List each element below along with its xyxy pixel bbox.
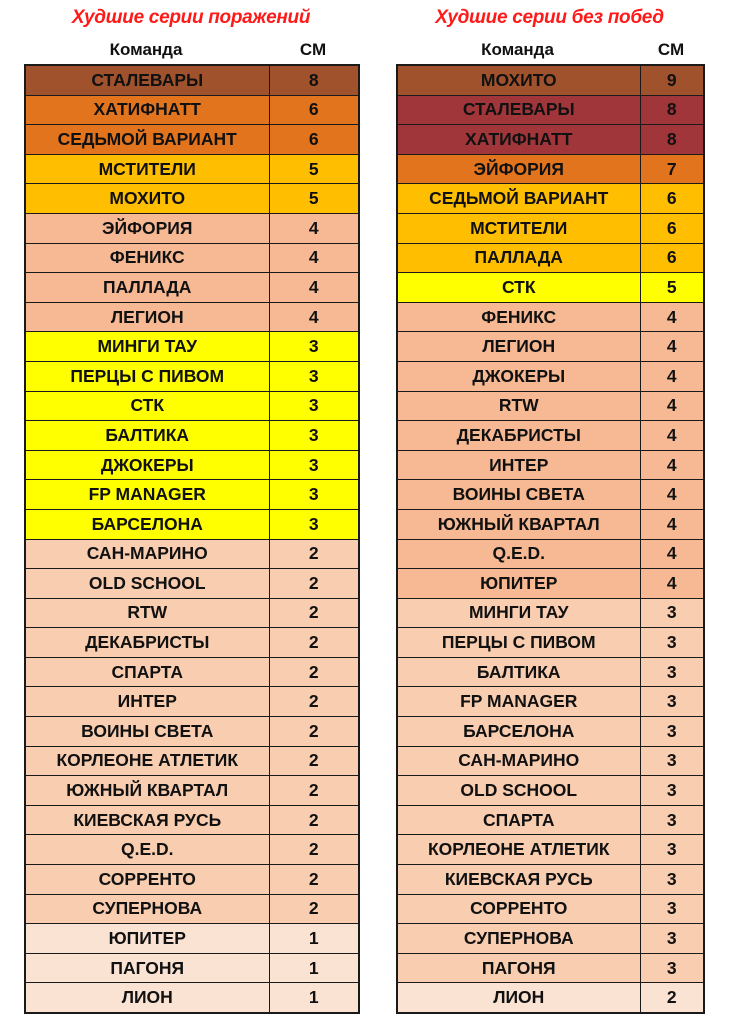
table-row (397, 361, 704, 391)
streak-value-cell: 6 (269, 95, 359, 125)
team-cell: СТАЛЕВАРЫ (397, 95, 640, 125)
table-row (25, 213, 359, 243)
table-row (25, 776, 359, 806)
team-cell: МОХИТО (397, 65, 640, 95)
table-row (25, 835, 359, 865)
table-row (397, 805, 704, 835)
streak-value-cell: 3 (269, 450, 359, 480)
streak-value-cell: 7 (640, 154, 704, 184)
streak-value-cell: 4 (640, 509, 704, 539)
team-cell: МИНГИ ТАУ (25, 332, 269, 362)
team-cell: ЭЙФОРИЯ (25, 213, 269, 243)
table-row (25, 95, 359, 125)
streak-value-cell: 1 (269, 953, 359, 983)
team-cell: БАРСЕЛОНА (25, 509, 269, 539)
team-cell: Q.E.D. (397, 539, 640, 569)
streak-value-cell: 3 (269, 361, 359, 391)
streak-value-cell: 3 (640, 805, 704, 835)
team-cell: ЭЙФОРИЯ (397, 154, 640, 184)
team-cell: МСТИТЕЛИ (25, 154, 269, 184)
table-row (397, 865, 704, 895)
streak-value-cell: 4 (269, 302, 359, 332)
streak-value-cell: 2 (269, 746, 359, 776)
table-row (25, 509, 359, 539)
streak-value-cell: 3 (640, 657, 704, 687)
table-row (397, 835, 704, 865)
table-row (25, 539, 359, 569)
streak-value-cell: 2 (269, 569, 359, 599)
team-cell: ХАТИФНАТТ (25, 95, 269, 125)
streak-value-cell: 3 (640, 953, 704, 983)
streak-value-cell: 3 (640, 865, 704, 895)
table-row (25, 628, 359, 658)
table-row (397, 65, 704, 95)
streak-value-cell: 2 (269, 865, 359, 895)
team-cell: RTW (397, 391, 640, 421)
loss-streaks-title: Худшие серии поражений (71, 7, 311, 28)
table-row (25, 480, 359, 510)
streak-value-cell: 6 (269, 125, 359, 155)
team-cell: OLD SCHOOL (397, 776, 640, 806)
table-row (25, 687, 359, 717)
team-cell: САН-МАРИНО (397, 746, 640, 776)
table-row (25, 598, 359, 628)
streak-value-cell: 4 (640, 569, 704, 599)
table-row (25, 243, 359, 273)
streak-value-cell: 3 (269, 332, 359, 362)
table-row (397, 657, 704, 687)
team-cell: МСТИТЕЛИ (397, 213, 640, 243)
streak-value-cell: 6 (640, 243, 704, 273)
streak-value-cell: 2 (269, 776, 359, 806)
table-row (397, 184, 704, 214)
team-cell: СЕДЬМОЙ ВАРИАНТ (397, 184, 640, 214)
team-cell: КИЕВСКАЯ РУСЬ (25, 805, 269, 835)
team-cell: ЛИОН (25, 983, 269, 1013)
streak-value-cell: 3 (269, 509, 359, 539)
table-row (25, 332, 359, 362)
team-cell: СОРРЕНТО (25, 865, 269, 895)
streak-value-cell: 3 (269, 480, 359, 510)
team-cell: ЛЕГИОН (25, 302, 269, 332)
team-cell: МИНГИ ТАУ (397, 598, 640, 628)
table-row (397, 421, 704, 451)
streak-value-cell: 3 (640, 776, 704, 806)
table-row (397, 450, 704, 480)
streak-value-cell: 6 (640, 213, 704, 243)
team-cell: ПЕРЦЫ С ПИВОМ (25, 361, 269, 391)
team-cell: СТАЛЕВАРЫ (25, 65, 269, 95)
winless-streaks-header (396, 36, 703, 64)
streak-value-cell: 1 (269, 924, 359, 954)
team-cell: СУПЕРНОВА (397, 924, 640, 954)
table-row (397, 598, 704, 628)
table-row (25, 184, 359, 214)
team-cell: БАЛТИКА (397, 657, 640, 687)
table-row (397, 125, 704, 155)
table-row (397, 746, 704, 776)
team-cell: FP MANAGER (25, 480, 269, 510)
table-row (25, 894, 359, 924)
team-cell: СОРРЕНТО (397, 894, 640, 924)
team-cell: ДЕКАБРИСТЫ (397, 421, 640, 451)
team-cell: БАРСЕЛОНА (397, 717, 640, 747)
winless-streaks-title: Худшие серии без побед (435, 7, 664, 28)
streak-value-cell: 2 (269, 835, 359, 865)
team-cell: МОХИТО (25, 184, 269, 214)
table-row (397, 243, 704, 273)
streak-value-cell: 3 (640, 717, 704, 747)
streak-value-cell: 4 (640, 450, 704, 480)
table-row (397, 894, 704, 924)
team-cell: ФЕНИКС (397, 302, 640, 332)
table-row (25, 391, 359, 421)
team-column-header: Команда (109, 40, 183, 59)
streak-value-cell: 4 (640, 332, 704, 362)
team-cell: КОРЛЕОНЕ АТЛЕТИК (25, 746, 269, 776)
team-cell: ПАЛЛАДА (25, 273, 269, 303)
table-row (25, 450, 359, 480)
streak-value-cell: 2 (640, 983, 704, 1013)
table-row (25, 302, 359, 332)
streak-value-cell: 4 (269, 273, 359, 303)
team-cell: ДЕКАБРИСТЫ (25, 628, 269, 658)
team-cell: Q.E.D. (25, 835, 269, 865)
streak-value-cell: 3 (640, 835, 704, 865)
team-cell: ЛЕГИОН (397, 332, 640, 362)
table-row (397, 628, 704, 658)
loss-streaks-header (24, 36, 358, 64)
streak-value-cell: 4 (269, 243, 359, 273)
streak-value-cell: 2 (269, 687, 359, 717)
streak-value-cell: 5 (640, 273, 704, 303)
team-cell: ПЕРЦЫ С ПИВОМ (397, 628, 640, 658)
streak-value-cell: 4 (640, 361, 704, 391)
value-column-header: СМ (299, 40, 327, 59)
team-column-header: Команда (481, 40, 554, 59)
team-cell: СЕДЬМОЙ ВАРИАНТ (25, 125, 269, 155)
streak-value-cell: 5 (269, 154, 359, 184)
team-cell: КОРЛЕОНЕ АТЛЕТИК (397, 835, 640, 865)
streak-value-cell: 3 (640, 894, 704, 924)
table-row (25, 746, 359, 776)
table-row (397, 154, 704, 184)
streak-value-cell: 4 (640, 421, 704, 451)
team-cell: ИНТЕР (397, 450, 640, 480)
team-cell: ХАТИФНАТТ (397, 125, 640, 155)
team-cell: КИЕВСКАЯ РУСЬ (397, 865, 640, 895)
table-row (25, 953, 359, 983)
team-cell: FP MANAGER (397, 687, 640, 717)
streak-value-cell: 6 (640, 184, 704, 214)
table-row (25, 657, 359, 687)
streak-value-cell: 3 (640, 598, 704, 628)
team-cell: ЮПИТЕР (25, 924, 269, 954)
streak-value-cell: 3 (269, 391, 359, 421)
team-cell: ИНТЕР (25, 687, 269, 717)
streak-value-cell: 8 (640, 95, 704, 125)
table-row (397, 717, 704, 747)
team-cell: ЮЖНЫЙ КВАРТАЛ (397, 509, 640, 539)
team-cell: СПАРТА (25, 657, 269, 687)
loss-streaks-panel (24, 0, 358, 1014)
table-row (25, 717, 359, 747)
streak-value-cell: 5 (269, 184, 359, 214)
table-row (397, 924, 704, 954)
team-cell: СТК (25, 391, 269, 421)
streak-value-cell: 2 (269, 628, 359, 658)
table-row (25, 865, 359, 895)
streak-value-cell: 2 (269, 805, 359, 835)
table-row (25, 65, 359, 95)
table-row (25, 983, 359, 1013)
team-cell: ПАЛЛАДА (397, 243, 640, 273)
team-cell: ДЖОКЕРЫ (25, 450, 269, 480)
table-row (397, 983, 704, 1013)
table-row (397, 953, 704, 983)
table-row (25, 273, 359, 303)
streak-value-cell: 2 (269, 539, 359, 569)
table-row (397, 509, 704, 539)
streak-value-cell: 9 (640, 65, 704, 95)
table-row (397, 273, 704, 303)
table-row (397, 539, 704, 569)
streak-value-cell: 3 (640, 746, 704, 776)
streak-value-cell: 3 (640, 628, 704, 658)
team-cell: САН-МАРИНО (25, 539, 269, 569)
streak-value-cell: 2 (269, 717, 359, 747)
streak-value-cell: 2 (269, 894, 359, 924)
table-row (397, 480, 704, 510)
team-cell: ЮПИТЕР (397, 569, 640, 599)
table-row (25, 154, 359, 184)
team-cell: ДЖОКЕРЫ (397, 361, 640, 391)
streak-value-cell: 8 (640, 125, 704, 155)
table-row (397, 569, 704, 599)
streak-value-cell: 4 (640, 480, 704, 510)
winless-streaks-panel (396, 0, 703, 1014)
table-row (397, 776, 704, 806)
team-cell: OLD SCHOOL (25, 569, 269, 599)
table-row (397, 687, 704, 717)
table-row (397, 332, 704, 362)
table-row (25, 569, 359, 599)
streak-value-cell: 4 (640, 302, 704, 332)
team-cell: СТК (397, 273, 640, 303)
team-cell: ВОИНЫ СВЕТА (397, 480, 640, 510)
streak-value-cell: 3 (269, 421, 359, 451)
streak-value-cell: 2 (269, 598, 359, 628)
table-row (25, 805, 359, 835)
table-row (25, 421, 359, 451)
streak-value-cell: 2 (269, 657, 359, 687)
value-column-header: СМ (657, 40, 685, 59)
streak-value-cell: 4 (640, 539, 704, 569)
streak-value-cell: 3 (640, 687, 704, 717)
streak-value-cell: 3 (640, 924, 704, 954)
team-cell: СУПЕРНОВА (25, 894, 269, 924)
team-cell: ЛИОН (397, 983, 640, 1013)
team-cell: ПАГОНЯ (25, 953, 269, 983)
team-cell: ПАГОНЯ (397, 953, 640, 983)
streak-value-cell: 4 (269, 213, 359, 243)
team-cell: ФЕНИКС (25, 243, 269, 273)
streak-value-cell: 8 (269, 65, 359, 95)
table-row (397, 391, 704, 421)
table-row (25, 361, 359, 391)
table-row (25, 924, 359, 954)
winless-streaks-table (396, 64, 705, 1014)
streak-value-cell: 1 (269, 983, 359, 1013)
table-row (25, 125, 359, 155)
team-cell: СПАРТА (397, 805, 640, 835)
table-row (397, 302, 704, 332)
team-cell: ВОИНЫ СВЕТА (25, 717, 269, 747)
team-cell: БАЛТИКА (25, 421, 269, 451)
table-row (397, 213, 704, 243)
team-cell: RTW (25, 598, 269, 628)
loss-streaks-table (24, 64, 360, 1014)
table-row (397, 95, 704, 125)
streak-value-cell: 4 (640, 391, 704, 421)
team-cell: ЮЖНЫЙ КВАРТАЛ (25, 776, 269, 806)
